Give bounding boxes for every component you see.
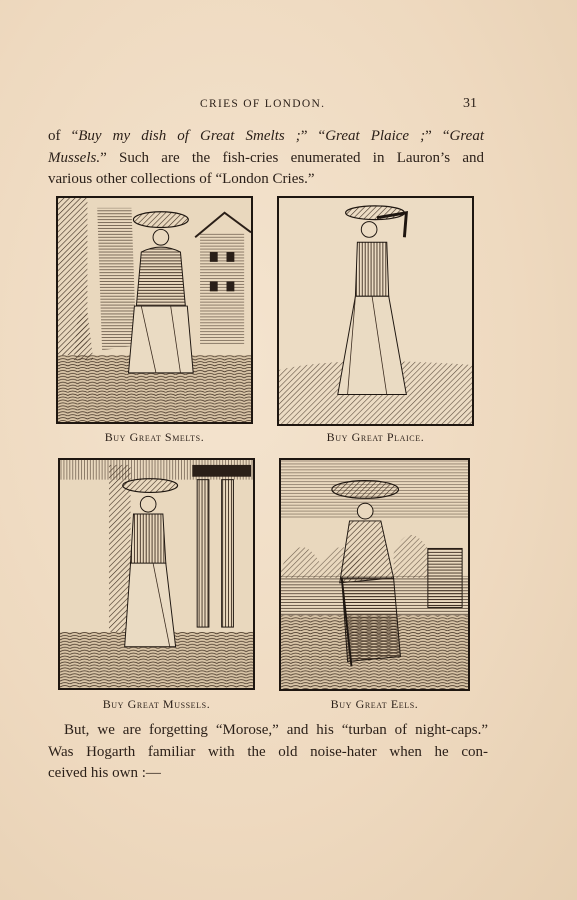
running-title: CRIES OF LONDON. (200, 98, 326, 110)
caption-plaice: Buy Great Plaice. (326, 430, 425, 444)
caption-mussels: Buy Great Mussels. (102, 697, 211, 711)
caption-smelts: Buy Great Smelts. (104, 430, 205, 444)
illustration-plaice (277, 196, 474, 426)
running-head (0, 98, 577, 118)
illustration-eels (279, 458, 470, 691)
caption-eels: Buy Great Eels. (330, 697, 419, 711)
paragraph-line: Mussels.” Such are the fish-cries enumerated in Lauron’s and (48, 149, 484, 166)
page-number: 31 (463, 96, 477, 111)
bottom-paragraph (48, 720, 488, 785)
illustration-smelts (56, 196, 253, 424)
paragraph-line: ceived his own :— (48, 765, 161, 781)
paragraph-line: various other collections of “London Cries.” (48, 171, 315, 187)
top-paragraph (48, 126, 484, 191)
paragraph-line: Was Hogarth familiar with the old noise-hater when he con- (48, 743, 488, 760)
illustration-mussels (58, 458, 255, 690)
paragraph-line: But, we are forgetting “Morose,” and his “turban of night-caps.” (64, 722, 488, 738)
paragraph-line: of “Buy my dish of Great Smelts ;” “Great Plaice ;” “Great (48, 128, 484, 144)
